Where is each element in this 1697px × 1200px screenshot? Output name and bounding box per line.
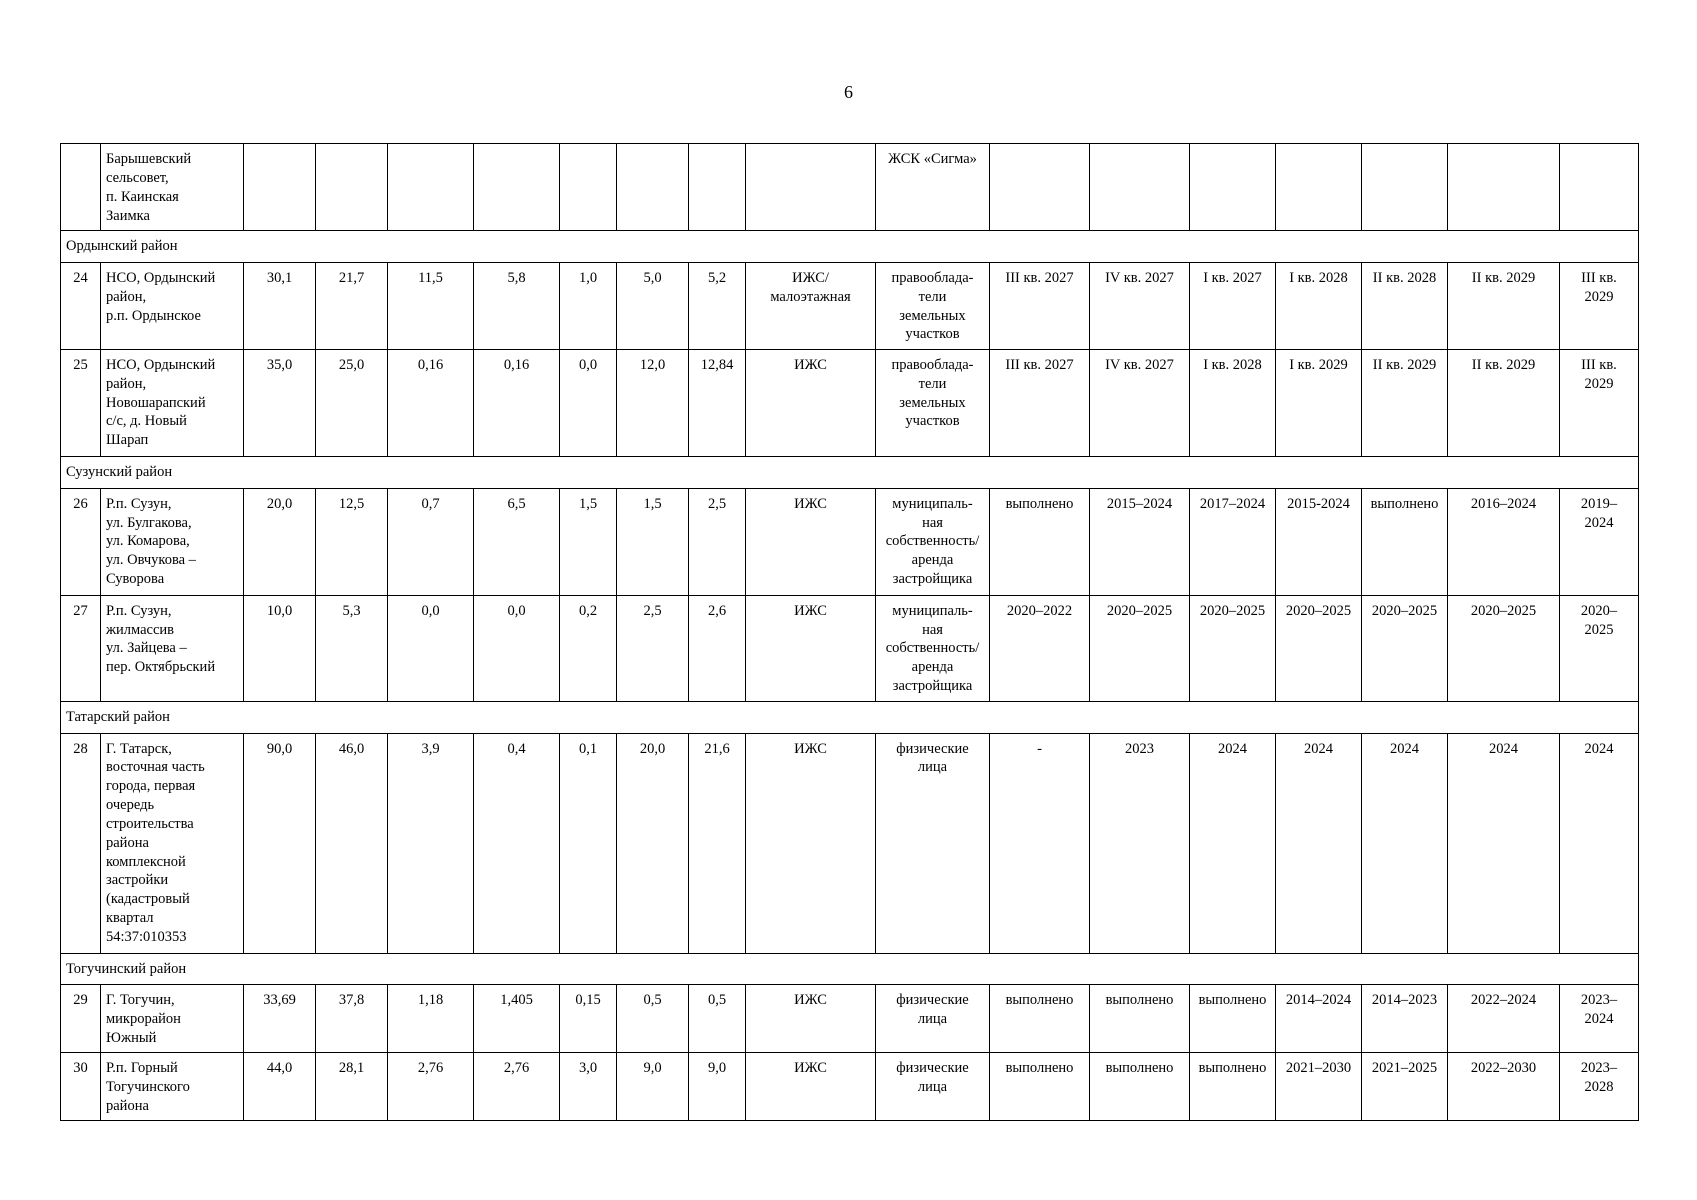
cell-value: 3,0	[560, 1053, 617, 1121]
cell-date: 2023	[1090, 733, 1190, 953]
section-title: Ордынский район	[61, 231, 1639, 263]
cell-value: 0,0	[560, 349, 617, 456]
cell-date	[1190, 144, 1276, 231]
cell-date: выполнено	[1090, 985, 1190, 1053]
cell-location: НСО, Ордынский район, Новошарапский с/с, д. Новый Шарап	[101, 349, 244, 456]
cell-date: 2020–2022	[990, 595, 1090, 701]
cell-date	[1560, 144, 1639, 231]
cell-value	[244, 144, 316, 231]
cell-location: Барышевский сельсовет, п. Каинская Заимка	[101, 144, 244, 231]
construction-schedule-table	[60, 143, 1639, 1121]
cell-date: I кв. 2028	[1190, 349, 1276, 456]
cell-location: Г. Тогучин, микрорайон Южный	[101, 985, 244, 1053]
cell-value: 0,0	[474, 595, 560, 701]
section-title: Татарский район	[61, 701, 1639, 733]
cell-value: 30,1	[244, 262, 316, 349]
cell-date: 2020–2025	[1448, 595, 1560, 701]
cell-value: 44,0	[244, 1053, 316, 1121]
cell-value: 0,2	[560, 595, 617, 701]
cell-value: 0,16	[474, 349, 560, 456]
cell-date: 2020–2025	[1090, 595, 1190, 701]
cell-housing-type: ИЖС/ малоэтажная	[746, 262, 876, 349]
cell-date: 2021–2030	[1276, 1053, 1362, 1121]
cell-value: 3,9	[388, 733, 474, 953]
cell-date	[1362, 144, 1448, 231]
cell-location: Р.п. Сузун, жилмассив ул. Зайцева – пер. Октябрьский	[101, 595, 244, 701]
cell-date: выполнено	[990, 985, 1090, 1053]
cell-date: I кв. 2029	[1276, 349, 1362, 456]
cell-value: 2,5	[689, 488, 746, 595]
cell-value: 25,0	[316, 349, 388, 456]
cell-date: 2024	[1448, 733, 1560, 953]
cell-date: III кв. 2029	[1560, 349, 1639, 456]
cell-value: 2,6	[689, 595, 746, 701]
cell-date: 2020–2025	[1362, 595, 1448, 701]
cell-value: 0,16	[388, 349, 474, 456]
cell-date: 2024	[1190, 733, 1276, 953]
cell-value: 1,18	[388, 985, 474, 1053]
cell-value: 5,2	[689, 262, 746, 349]
cell-date: II кв. 2028	[1362, 262, 1448, 349]
cell-owner: физические лица	[876, 1053, 990, 1121]
cell-value: 5,0	[617, 262, 689, 349]
cell-value: 35,0	[244, 349, 316, 456]
table-row-carryover	[61, 144, 1639, 231]
cell-date: I кв. 2028	[1276, 262, 1362, 349]
cell-num	[61, 144, 101, 231]
cell-date: 2024	[1560, 733, 1639, 953]
cell-value: 5,3	[316, 595, 388, 701]
cell-value: 6,5	[474, 488, 560, 595]
cell-date: выполнено	[1090, 1053, 1190, 1121]
cell-owner: муниципаль- ная собственность/ аренда застройщика	[876, 488, 990, 595]
cell-value: 0,15	[560, 985, 617, 1053]
cell-date: II кв. 2029	[1362, 349, 1448, 456]
cell-date: выполнено	[990, 488, 1090, 595]
cell-housing-type: ИЖС	[746, 985, 876, 1053]
cell-value: 1,5	[560, 488, 617, 595]
cell-location: НСО, Ордынский район, р.п. Ордынское	[101, 262, 244, 349]
cell-date: 2019– 2024	[1560, 488, 1639, 595]
cell-date: 2020–2025	[1190, 595, 1276, 701]
cell-date: 2020–2025	[1276, 595, 1362, 701]
section-title: Сузунский район	[61, 456, 1639, 488]
cell-date: 2023– 2024	[1560, 985, 1639, 1053]
cell-owner: физические лица	[876, 985, 990, 1053]
cell-value: 28,1	[316, 1053, 388, 1121]
cell-housing-type	[746, 144, 876, 231]
cell-value: 0,5	[689, 985, 746, 1053]
cell-num: 24	[61, 262, 101, 349]
page-number: 6	[844, 82, 853, 102]
table-row	[61, 262, 1639, 349]
cell-value	[689, 144, 746, 231]
cell-date: II кв. 2029	[1448, 262, 1560, 349]
table-body	[61, 144, 1639, 1121]
cell-date: 2015-2024	[1276, 488, 1362, 595]
cell-location: Г. Татарск, восточная часть города, первая очередь строительства района комплексной застройки (кадастровый квартал 54:37:010353	[101, 733, 244, 953]
cell-value: 1,0	[560, 262, 617, 349]
cell-value: 0,5	[617, 985, 689, 1053]
cell-value: 2,76	[474, 1053, 560, 1121]
cell-housing-type: ИЖС	[746, 733, 876, 953]
cell-value: 2,5	[617, 595, 689, 701]
cell-value: 0,7	[388, 488, 474, 595]
section-title: Тогучинский район	[61, 953, 1639, 985]
cell-value: 1,5	[617, 488, 689, 595]
cell-date	[1276, 144, 1362, 231]
cell-value: 21,7	[316, 262, 388, 349]
cell-owner: физические лица	[876, 733, 990, 953]
cell-date: III кв. 2027	[990, 349, 1090, 456]
cell-value: 46,0	[316, 733, 388, 953]
cell-value: 0,1	[560, 733, 617, 953]
cell-value: 21,6	[689, 733, 746, 953]
cell-value: 20,0	[244, 488, 316, 595]
cell-value: 0,4	[474, 733, 560, 953]
cell-date: 2017–2024	[1190, 488, 1276, 595]
cell-date: I кв. 2027	[1190, 262, 1276, 349]
cell-value: 33,69	[244, 985, 316, 1053]
cell-date: выполнено	[1190, 985, 1276, 1053]
cell-location: Р.п. Сузун, ул. Булгакова, ул. Комарова, ул. Овчукова – Суворова	[101, 488, 244, 595]
section-header-row	[61, 456, 1639, 488]
section-header-row	[61, 953, 1639, 985]
cell-location: Р.п. Горный Тогучинского района	[101, 1053, 244, 1121]
cell-value	[474, 144, 560, 231]
cell-date: 2014–2023	[1362, 985, 1448, 1053]
cell-num: 30	[61, 1053, 101, 1121]
cell-value	[388, 144, 474, 231]
section-header-row	[61, 231, 1639, 263]
cell-date	[1448, 144, 1560, 231]
cell-value: 20,0	[617, 733, 689, 953]
cell-owner: правооблада- тели земельных участков	[876, 262, 990, 349]
cell-num: 25	[61, 349, 101, 456]
cell-date: выполнено	[1362, 488, 1448, 595]
cell-date: III кв. 2029	[1560, 262, 1639, 349]
table-row	[61, 595, 1639, 701]
cell-housing-type: ИЖС	[746, 1053, 876, 1121]
cell-value: 90,0	[244, 733, 316, 953]
cell-value: 12,5	[316, 488, 388, 595]
cell-owner: ЖСК «Сигма»	[876, 144, 990, 231]
cell-date: выполнено	[1190, 1053, 1276, 1121]
cell-value	[316, 144, 388, 231]
cell-value: 12,84	[689, 349, 746, 456]
cell-date: 2024	[1276, 733, 1362, 953]
cell-date: -	[990, 733, 1090, 953]
cell-date: 2015–2024	[1090, 488, 1190, 595]
cell-value	[617, 144, 689, 231]
table-row	[61, 985, 1639, 1053]
cell-value: 9,0	[689, 1053, 746, 1121]
cell-date: 2024	[1362, 733, 1448, 953]
cell-date: IV кв. 2027	[1090, 349, 1190, 456]
cell-owner: муниципаль- ная собственность/ аренда застройщика	[876, 595, 990, 701]
cell-value: 11,5	[388, 262, 474, 349]
cell-housing-type: ИЖС	[746, 349, 876, 456]
table-row	[61, 1053, 1639, 1121]
table-row	[61, 349, 1639, 456]
cell-housing-type: ИЖС	[746, 595, 876, 701]
cell-date: выполнено	[990, 1053, 1090, 1121]
cell-num: 27	[61, 595, 101, 701]
cell-value	[560, 144, 617, 231]
cell-date: 2022–2030	[1448, 1053, 1560, 1121]
cell-date: 2020– 2025	[1560, 595, 1639, 701]
cell-date	[1090, 144, 1190, 231]
cell-date: 2021–2025	[1362, 1053, 1448, 1121]
cell-value: 0,0	[388, 595, 474, 701]
section-header-row	[61, 701, 1639, 733]
cell-date: IV кв. 2027	[1090, 262, 1190, 349]
cell-date: II кв. 2029	[1448, 349, 1560, 456]
cell-date: 2023– 2028	[1560, 1053, 1639, 1121]
cell-date: III кв. 2027	[990, 262, 1090, 349]
cell-value: 12,0	[617, 349, 689, 456]
table-row	[61, 488, 1639, 595]
cell-num: 26	[61, 488, 101, 595]
cell-num: 28	[61, 733, 101, 953]
table-row	[61, 733, 1639, 953]
cell-value: 1,405	[474, 985, 560, 1053]
cell-value: 2,76	[388, 1053, 474, 1121]
cell-owner: правооблада- тели земельных участков	[876, 349, 990, 456]
cell-date: 2014–2024	[1276, 985, 1362, 1053]
cell-date: 2022–2024	[1448, 985, 1560, 1053]
cell-date	[990, 144, 1090, 231]
cell-value: 37,8	[316, 985, 388, 1053]
cell-value: 9,0	[617, 1053, 689, 1121]
cell-date: 2016–2024	[1448, 488, 1560, 595]
cell-num: 29	[61, 985, 101, 1053]
cell-value: 10,0	[244, 595, 316, 701]
cell-housing-type: ИЖС	[746, 488, 876, 595]
cell-value: 5,8	[474, 262, 560, 349]
